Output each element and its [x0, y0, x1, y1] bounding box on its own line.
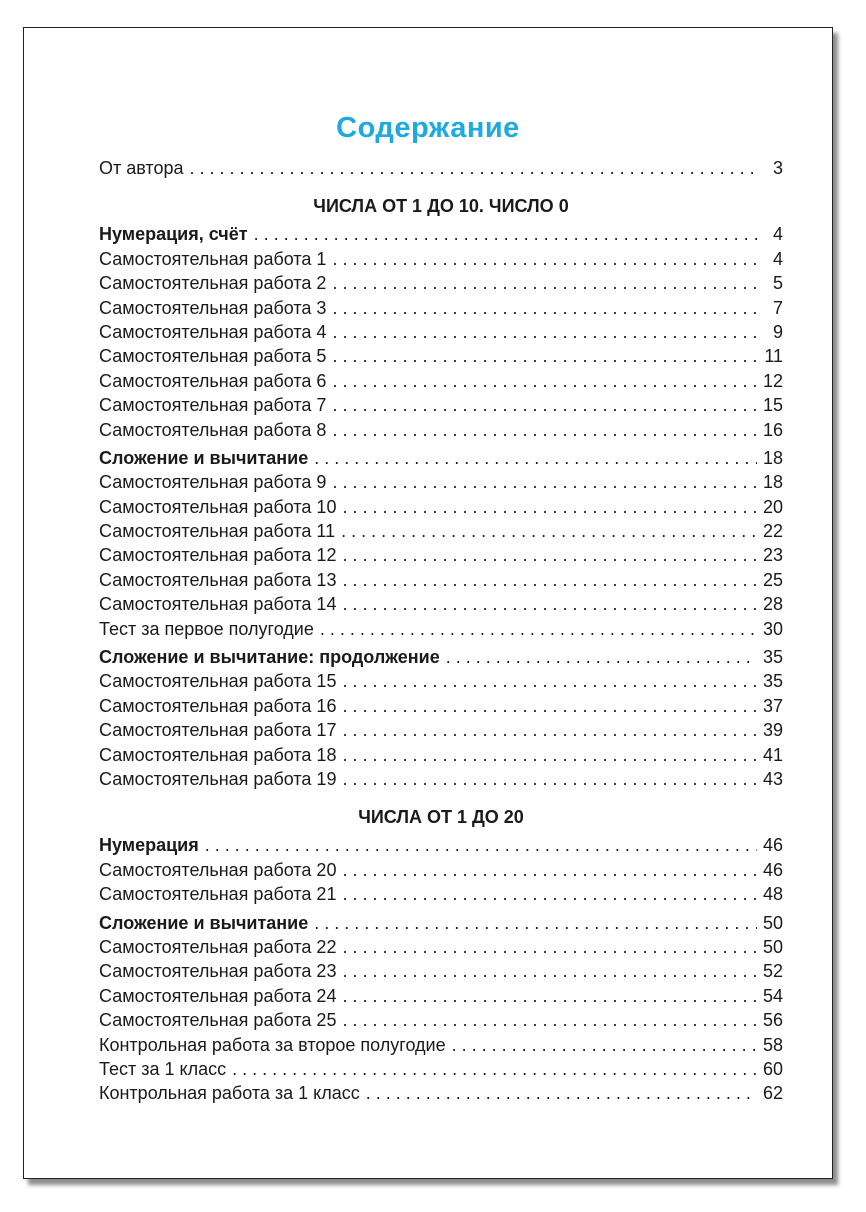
toc-page-number: 48	[762, 884, 783, 905]
toc-entry-label: Тест за первое полугодие	[99, 618, 314, 639]
dot-leader	[254, 222, 759, 246]
toc-page-number: 43	[762, 768, 783, 789]
dot-leader	[342, 495, 757, 519]
toc-page-number: 50	[762, 936, 783, 957]
toc-chapter-entry[interactable]	[99, 833, 783, 857]
toc-entry-label: Самостоятельная работа 7	[99, 395, 327, 416]
toc-entry-label: Сложение и вычитание	[99, 447, 309, 468]
dot-leader	[332, 296, 759, 320]
dot-leader	[452, 1033, 757, 1057]
toc-page-number: 18	[762, 472, 783, 493]
dot-leader	[342, 694, 757, 718]
toc-entry-label: Самостоятельная работа 16	[99, 695, 337, 716]
toc-page-number: 41	[762, 744, 783, 765]
toc-page-number: 28	[762, 594, 783, 615]
dot-leader	[190, 156, 760, 180]
document-page	[23, 27, 833, 1179]
toc-entry-label: Сложение и вычитание: продолжение	[99, 647, 440, 668]
toc-entry[interactable]	[99, 369, 783, 393]
toc-page-number: 23	[762, 545, 783, 566]
toc-page-number: 56	[762, 1010, 783, 1031]
toc-page-number: 50	[762, 912, 783, 933]
toc-page-number: 7	[772, 297, 783, 318]
dot-leader	[342, 543, 757, 567]
toc-entry-label: Самостоятельная работа 22	[99, 936, 337, 957]
toc-entry[interactable]	[99, 1033, 783, 1057]
toc-page-number: 20	[762, 496, 783, 517]
toc-entry-label: Тест за 1 класс	[99, 1058, 227, 1079]
toc-entry[interactable]	[99, 882, 783, 906]
toc-entry[interactable]	[99, 418, 783, 442]
toc-entry-label: Самостоятельная работа 14	[99, 594, 337, 615]
dot-leader	[342, 882, 757, 906]
toc-page-number: 58	[762, 1034, 783, 1055]
dot-leader	[342, 568, 757, 592]
toc-entry[interactable]	[99, 669, 783, 693]
toc-page-number: 46	[762, 835, 783, 856]
toc-page-number: 18	[762, 447, 783, 468]
toc-entry[interactable]	[99, 1008, 783, 1032]
dot-leader	[342, 718, 757, 742]
toc-page-number: 4	[772, 224, 783, 245]
dot-leader	[342, 1008, 757, 1032]
toc-entry[interactable]	[99, 543, 783, 567]
toc-entry-label: Самостоятельная работа 4	[99, 321, 327, 342]
dot-leader	[332, 344, 758, 368]
toc-chapter-entry[interactable]	[99, 446, 783, 470]
dot-leader	[342, 592, 757, 616]
toc-entry-label: Самостоятельная работа 3	[99, 297, 327, 318]
toc-entry-label: Самостоятельная работа 6	[99, 370, 327, 391]
page-title: Содержание	[336, 112, 520, 144]
toc-page-number: 37	[762, 695, 783, 716]
toc-section-heading: ЧИСЛА ОТ 1 ДО 10. ЧИСЛО 0	[313, 196, 569, 217]
toc-page-number: 52	[762, 961, 783, 982]
toc-entry-label: Самостоятельная работа 19	[99, 768, 337, 789]
toc-entry[interactable]	[99, 743, 783, 767]
toc-entry[interactable]	[99, 935, 783, 959]
toc-entry[interactable]	[99, 271, 783, 295]
toc-entry-label: Самостоятельная работа 18	[99, 744, 337, 765]
toc-entry[interactable]	[99, 858, 783, 882]
toc-entry[interactable]	[99, 767, 783, 791]
toc-entry-label: Самостоятельная работа 24	[99, 985, 337, 1006]
dot-leader	[342, 984, 757, 1008]
dot-leader	[366, 1081, 757, 1105]
toc-entry-label: Самостоятельная работа 8	[99, 419, 327, 440]
toc-entry[interactable]	[99, 1057, 783, 1081]
toc-entry-label: От автора	[99, 158, 184, 178]
toc-entry[interactable]	[99, 156, 783, 180]
toc-chapter-entry[interactable]	[99, 222, 783, 246]
dot-leader	[332, 470, 757, 494]
toc-entry-label: Самостоятельная работа 12	[99, 545, 337, 566]
dot-leader	[332, 418, 757, 442]
toc-page-number: 16	[762, 419, 783, 440]
toc-entry[interactable]	[99, 393, 783, 417]
toc-entry[interactable]	[99, 320, 783, 344]
toc-page-number: 9	[772, 321, 783, 342]
dot-leader	[232, 1057, 757, 1081]
toc-entry-label: Нумерация	[99, 835, 199, 856]
dot-leader	[342, 743, 757, 767]
dot-leader	[332, 320, 759, 344]
toc-page-number: 25	[762, 569, 783, 590]
toc-entry-label: Самостоятельная работа 13	[99, 569, 337, 590]
toc-entry-label: Самостоятельная работа 11	[99, 521, 336, 542]
toc-entry-label: Самостоятельная работа 5	[99, 346, 327, 367]
toc-entry[interactable]	[99, 344, 783, 368]
toc-entry[interactable]	[99, 247, 783, 271]
toc-page-number: 30	[762, 618, 783, 639]
toc-entry-label: Самостоятельная работа 2	[99, 273, 327, 294]
toc-entry[interactable]	[99, 694, 783, 718]
toc-page-number: 35	[762, 671, 783, 692]
toc-entry-label: Самостоятельная работа 25	[99, 1010, 337, 1031]
toc-entry-label: Контрольная работа за 1 класс	[99, 1083, 360, 1104]
toc-entry-label: Контрольная работа за второе полугодие	[99, 1034, 446, 1055]
toc-page-number: 4	[772, 248, 783, 269]
toc-entry-label: Самостоятельная работа 21	[99, 884, 337, 905]
toc-page-number: 15	[762, 395, 783, 416]
dot-leader	[342, 858, 757, 882]
toc-section-heading: ЧИСЛА ОТ 1 ДО 20	[358, 807, 524, 828]
toc-entry[interactable]	[99, 519, 783, 543]
dot-leader	[205, 833, 757, 857]
toc-entry[interactable]	[99, 718, 783, 742]
dot-leader	[332, 369, 757, 393]
dot-leader	[342, 669, 757, 693]
toc-page-number: 62	[762, 1083, 783, 1104]
dot-leader	[342, 767, 757, 791]
toc-entry-label: Самостоятельная работа 20	[99, 859, 337, 880]
dot-leader	[446, 645, 757, 669]
dot-leader	[342, 959, 757, 983]
toc-entry[interactable]	[99, 959, 783, 983]
dot-leader	[314, 446, 757, 470]
dot-leader	[332, 271, 759, 295]
toc-entry[interactable]	[99, 495, 783, 519]
toc-entry-label: Сложение и вычитание	[99, 912, 309, 933]
toc-entry-label: Самостоятельная работа 15	[99, 671, 337, 692]
toc-entry[interactable]	[99, 470, 783, 494]
dot-leader	[314, 911, 757, 935]
toc-entry[interactable]	[99, 296, 783, 320]
toc-page-number: 11	[764, 346, 783, 367]
toc-page-number: 39	[762, 720, 783, 741]
toc-entry-label: Самостоятельная работа 10	[99, 496, 337, 517]
toc-page-number: 22	[762, 521, 783, 542]
toc-entry[interactable]	[99, 568, 783, 592]
toc-entry[interactable]	[99, 617, 783, 641]
dot-leader	[332, 393, 757, 417]
toc-entry-label: Самостоятельная работа 23	[99, 961, 337, 982]
toc-entry[interactable]	[99, 592, 783, 616]
toc-page-number: 46	[762, 859, 783, 880]
toc-page-number: 60	[762, 1058, 783, 1079]
toc-chapter-entry[interactable]	[99, 645, 783, 669]
toc-entry-label: Самостоятельная работа 1	[99, 248, 327, 269]
toc-page-number: 3	[772, 158, 783, 178]
dot-leader	[332, 247, 759, 271]
table-of-contents	[99, 156, 783, 1106]
toc-page-number: 35	[762, 647, 783, 668]
dot-leader	[341, 519, 757, 543]
toc-entry-label: Нумерация, счёт	[99, 224, 248, 245]
toc-page-number: 54	[762, 985, 783, 1006]
toc-page-number: 12	[762, 370, 783, 391]
dot-leader	[320, 617, 757, 641]
toc-entry-label: Самостоятельная работа 9	[99, 472, 327, 493]
toc-page-number: 5	[772, 273, 783, 294]
toc-entry-label: Самостоятельная работа 17	[99, 720, 337, 741]
toc-entry[interactable]	[99, 984, 783, 1008]
dot-leader	[342, 935, 757, 959]
toc-chapter-entry[interactable]	[99, 911, 783, 935]
toc-entry[interactable]	[99, 1081, 783, 1105]
